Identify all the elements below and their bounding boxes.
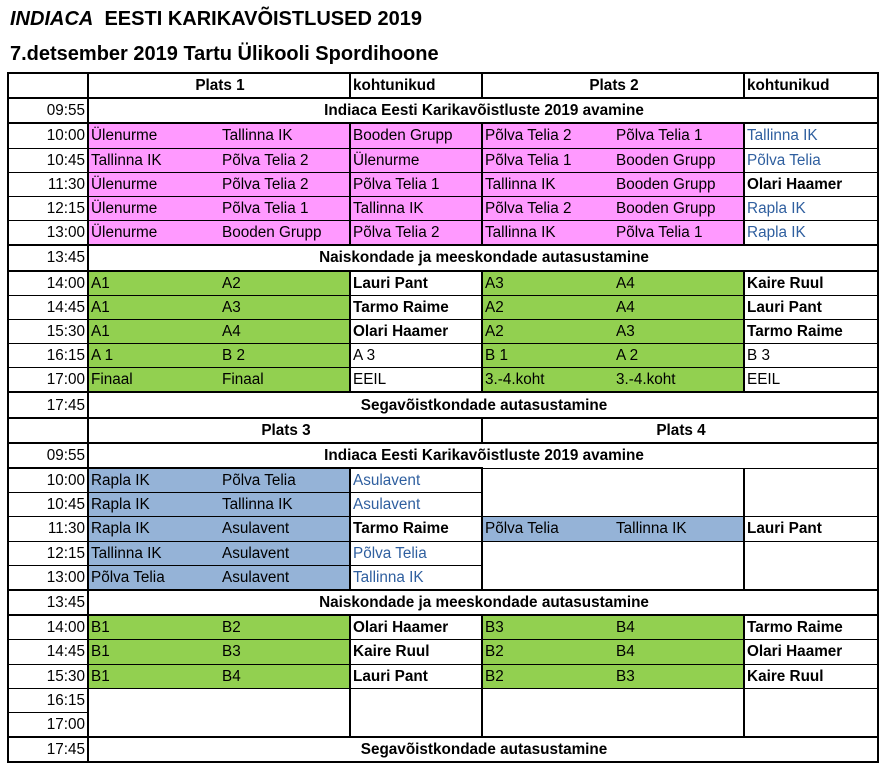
team-cell: Finaal bbox=[88, 368, 220, 393]
referee-cell: Asulavent bbox=[350, 493, 482, 517]
referee-cell: A 3 bbox=[350, 344, 482, 368]
time-cell: 17:45 bbox=[8, 392, 88, 417]
team-cell: B3 bbox=[220, 640, 350, 664]
empty-cell bbox=[88, 712, 350, 737]
referee-cell: Olari Haamer bbox=[744, 640, 878, 664]
referee-cell: Asulavent bbox=[350, 468, 482, 493]
referee-cell: Põlva Telia bbox=[744, 148, 878, 172]
match-row bbox=[8, 196, 878, 220]
team-cell: B4 bbox=[614, 615, 744, 640]
time-cell: 17:45 bbox=[8, 737, 88, 762]
team-cell: Põlva Telia bbox=[220, 468, 350, 493]
match-row bbox=[8, 271, 878, 296]
match-row bbox=[8, 541, 878, 565]
team-cell: 3.-4.koht bbox=[482, 368, 614, 393]
team-cell: A4 bbox=[220, 319, 350, 343]
team-cell: B4 bbox=[614, 640, 744, 664]
match-row bbox=[8, 221, 878, 246]
team-cell: Põlva Telia 1 bbox=[614, 221, 744, 246]
team-cell: A4 bbox=[614, 295, 744, 319]
referee-cell: B 3 bbox=[744, 344, 878, 368]
banner-text: Indiaca Eesti Karikavõistluste 2019 avamine bbox=[88, 98, 878, 123]
team-cell: Ülenurme bbox=[88, 196, 220, 220]
team-cell: Booden Grupp bbox=[614, 148, 744, 172]
banner-row bbox=[8, 737, 878, 762]
time-cell: 12:15 bbox=[8, 196, 88, 220]
team-cell: Tallinna IK bbox=[220, 493, 350, 517]
banner-text: Naiskondade ja meeskondade autasustamine bbox=[88, 245, 878, 270]
referee-cell: Lauri Pant bbox=[350, 664, 482, 688]
time-cell: 15:30 bbox=[8, 664, 88, 688]
team-cell: Asulavent bbox=[220, 517, 350, 541]
team-cell: B1 bbox=[88, 664, 220, 688]
empty-cell bbox=[350, 712, 482, 737]
team-cell: Rapla IK bbox=[88, 468, 220, 493]
team-cell: Tallinna IK bbox=[88, 148, 220, 172]
team-cell: Põlva Telia 2 bbox=[482, 196, 614, 220]
time-cell: 13:45 bbox=[8, 245, 88, 270]
time-cell: 15:30 bbox=[8, 319, 88, 343]
referee-cell: Põlva Telia 1 bbox=[350, 172, 482, 196]
team-cell: A2 bbox=[482, 295, 614, 319]
time-cell: 14:45 bbox=[8, 295, 88, 319]
match-row bbox=[8, 688, 878, 712]
match-row bbox=[8, 172, 878, 196]
time-cell: 11:30 bbox=[8, 172, 88, 196]
team-cell: Tallinna IK bbox=[482, 221, 614, 246]
match-row bbox=[8, 493, 878, 517]
team-cell: B2 bbox=[482, 664, 614, 688]
referee-cell: Tallinna IK bbox=[350, 565, 482, 590]
team-cell: A3 bbox=[482, 271, 614, 296]
schedule-table bbox=[7, 72, 879, 763]
time-cell: 09:55 bbox=[8, 98, 88, 123]
referee-cell: EEIL bbox=[350, 368, 482, 393]
time-cell: 11:30 bbox=[8, 517, 88, 541]
referees-header: kohtunikud bbox=[744, 73, 878, 98]
time-cell: 17:00 bbox=[8, 712, 88, 737]
team-cell: Tallinna IK bbox=[482, 172, 614, 196]
team-cell: Rapla IK bbox=[88, 517, 220, 541]
match-row bbox=[8, 712, 878, 737]
empty-cell bbox=[744, 493, 878, 517]
empty-cell bbox=[88, 688, 350, 712]
time-cell: 17:00 bbox=[8, 368, 88, 393]
team-cell: B2 bbox=[220, 615, 350, 640]
referee-cell: Põlva Telia 2 bbox=[350, 221, 482, 246]
team-cell: A2 bbox=[482, 319, 614, 343]
title-italic: INDIACA bbox=[10, 8, 94, 30]
team-cell: Tallinna IK bbox=[88, 541, 220, 565]
team-cell: A1 bbox=[88, 295, 220, 319]
team-cell: Põlva Telia 2 bbox=[482, 123, 614, 148]
banner-row bbox=[8, 392, 878, 417]
time-cell: 09:55 bbox=[8, 443, 88, 468]
empty-cell bbox=[482, 688, 744, 712]
referee-cell: Olari Haamer bbox=[744, 172, 878, 196]
team-cell: B 2 bbox=[220, 344, 350, 368]
court-header-plats-2: Plats 2 bbox=[482, 73, 744, 98]
team-cell: A3 bbox=[614, 319, 744, 343]
document-title bbox=[10, 7, 422, 31]
time-cell: 10:45 bbox=[8, 493, 88, 517]
match-row bbox=[8, 295, 878, 319]
banner-row bbox=[8, 245, 878, 270]
team-cell: Booden Grupp bbox=[614, 196, 744, 220]
banner-text: Indiaca Eesti Karikavõistluste 2019 avamine bbox=[88, 443, 878, 468]
team-cell: 3.-4.koht bbox=[614, 368, 744, 393]
match-row bbox=[8, 368, 878, 393]
referee-cell: Lauri Pant bbox=[744, 295, 878, 319]
team-cell: Tallinna IK bbox=[220, 123, 350, 148]
referees-header: kohtunikud bbox=[350, 73, 482, 98]
time-cell: 10:00 bbox=[8, 468, 88, 493]
team-cell: B2 bbox=[482, 640, 614, 664]
referee-cell: Kaire Ruul bbox=[350, 640, 482, 664]
empty-cell bbox=[744, 468, 878, 493]
referee-cell: Tarmo Raime bbox=[350, 517, 482, 541]
referee-cell: Booden Grupp bbox=[350, 123, 482, 148]
referee-cell: EEIL bbox=[744, 368, 878, 393]
match-row bbox=[8, 640, 878, 664]
team-cell: Rapla IK bbox=[88, 493, 220, 517]
time-cell: 16:15 bbox=[8, 688, 88, 712]
referee-cell: Tallinna IK bbox=[744, 123, 878, 148]
time-cell: 13:00 bbox=[8, 221, 88, 246]
referee-cell: Kaire Ruul bbox=[744, 664, 878, 688]
empty-cell bbox=[482, 468, 744, 493]
empty-cell bbox=[350, 688, 482, 712]
referee-cell: Tarmo Raime bbox=[744, 615, 878, 640]
referee-cell: Tarmo Raime bbox=[744, 319, 878, 343]
match-row bbox=[8, 664, 878, 688]
team-cell: B1 bbox=[88, 615, 220, 640]
empty-cell bbox=[744, 712, 878, 737]
match-row bbox=[8, 344, 878, 368]
time-cell: 14:00 bbox=[8, 615, 88, 640]
referee-cell: Lauri Pant bbox=[744, 517, 878, 541]
team-cell: Põlva Telia 1 bbox=[482, 148, 614, 172]
referee-cell: Põlva Telia bbox=[350, 541, 482, 565]
header-row-1 bbox=[8, 73, 878, 98]
match-row bbox=[8, 615, 878, 640]
empty-cell bbox=[482, 493, 744, 517]
empty-cell bbox=[744, 688, 878, 712]
match-row bbox=[8, 517, 878, 541]
empty-cell bbox=[744, 565, 878, 590]
referee-cell: Tallinna IK bbox=[350, 196, 482, 220]
time-cell: 13:00 bbox=[8, 565, 88, 590]
team-cell: A1 bbox=[88, 271, 220, 296]
time-header-empty bbox=[8, 418, 88, 443]
time-cell: 12:15 bbox=[8, 541, 88, 565]
team-cell: Ülenurme bbox=[88, 123, 220, 148]
team-cell: Asulavent bbox=[220, 541, 350, 565]
team-cell: Booden Grupp bbox=[614, 172, 744, 196]
team-cell: Põlva Telia bbox=[482, 517, 614, 541]
match-row bbox=[8, 565, 878, 590]
time-cell: 10:45 bbox=[8, 148, 88, 172]
team-cell: Finaal bbox=[220, 368, 350, 393]
banner-text: Segavõistkondade autasustamine bbox=[88, 392, 878, 417]
banner-text: Segavõistkondade autasustamine bbox=[88, 737, 878, 762]
team-cell: Booden Grupp bbox=[220, 221, 350, 246]
time-header-empty bbox=[8, 73, 88, 98]
time-cell: 13:45 bbox=[8, 590, 88, 615]
referee-cell: Lauri Pant bbox=[350, 271, 482, 296]
team-cell: Põlva Telia bbox=[88, 565, 220, 590]
time-cell: 16:15 bbox=[8, 344, 88, 368]
team-cell: A4 bbox=[614, 271, 744, 296]
team-cell: Põlva Telia 1 bbox=[220, 196, 350, 220]
empty-cell bbox=[482, 712, 744, 737]
team-cell: B1 bbox=[88, 640, 220, 664]
team-cell: B3 bbox=[614, 664, 744, 688]
empty-cell bbox=[482, 541, 744, 565]
match-row bbox=[8, 123, 878, 148]
banner-row bbox=[8, 98, 878, 123]
empty-cell bbox=[482, 565, 744, 590]
match-row bbox=[8, 468, 878, 493]
match-row bbox=[8, 319, 878, 343]
referee-cell: Rapla IK bbox=[744, 221, 878, 246]
document-subtitle: 7.detsember 2019 Tartu Ülikooli Spordihoone bbox=[10, 43, 439, 65]
team-cell: Asulavent bbox=[220, 565, 350, 590]
time-cell: 14:45 bbox=[8, 640, 88, 664]
referee-cell: Tarmo Raime bbox=[350, 295, 482, 319]
team-cell: B3 bbox=[482, 615, 614, 640]
court-header-plats-3: Plats 3 bbox=[88, 418, 482, 443]
team-cell: Ülenurme bbox=[88, 172, 220, 196]
team-cell: Põlva Telia 1 bbox=[614, 123, 744, 148]
time-cell: 10:00 bbox=[8, 123, 88, 148]
banner-row bbox=[8, 590, 878, 615]
match-row bbox=[8, 148, 878, 172]
team-cell: A1 bbox=[88, 319, 220, 343]
header-row-2 bbox=[8, 418, 878, 443]
team-cell: A2 bbox=[220, 271, 350, 296]
team-cell: Põlva Telia 2 bbox=[220, 172, 350, 196]
empty-cell bbox=[744, 541, 878, 565]
team-cell: Ülenurme bbox=[88, 221, 220, 246]
court-header-plats-1: Plats 1 bbox=[88, 73, 350, 98]
court-header-plats-4: Plats 4 bbox=[482, 418, 878, 443]
team-cell: B 1 bbox=[482, 344, 614, 368]
referee-cell: Kaire Ruul bbox=[744, 271, 878, 296]
team-cell: A3 bbox=[220, 295, 350, 319]
team-cell: A 2 bbox=[614, 344, 744, 368]
title-rest: EESTI KARIKAVÕISTLUSED 2019 bbox=[104, 8, 422, 30]
team-cell: Tallinna IK bbox=[614, 517, 744, 541]
team-cell: A 1 bbox=[88, 344, 220, 368]
team-cell: B4 bbox=[220, 664, 350, 688]
time-cell: 14:00 bbox=[8, 271, 88, 296]
referee-cell: Ülenurme bbox=[350, 148, 482, 172]
team-cell: Põlva Telia 2 bbox=[220, 148, 350, 172]
referee-cell: Olari Haamer bbox=[350, 319, 482, 343]
referee-cell: Rapla IK bbox=[744, 196, 878, 220]
banner-text: Naiskondade ja meeskondade autasustamine bbox=[88, 590, 878, 615]
referee-cell: Olari Haamer bbox=[350, 615, 482, 640]
banner-row bbox=[8, 443, 878, 468]
